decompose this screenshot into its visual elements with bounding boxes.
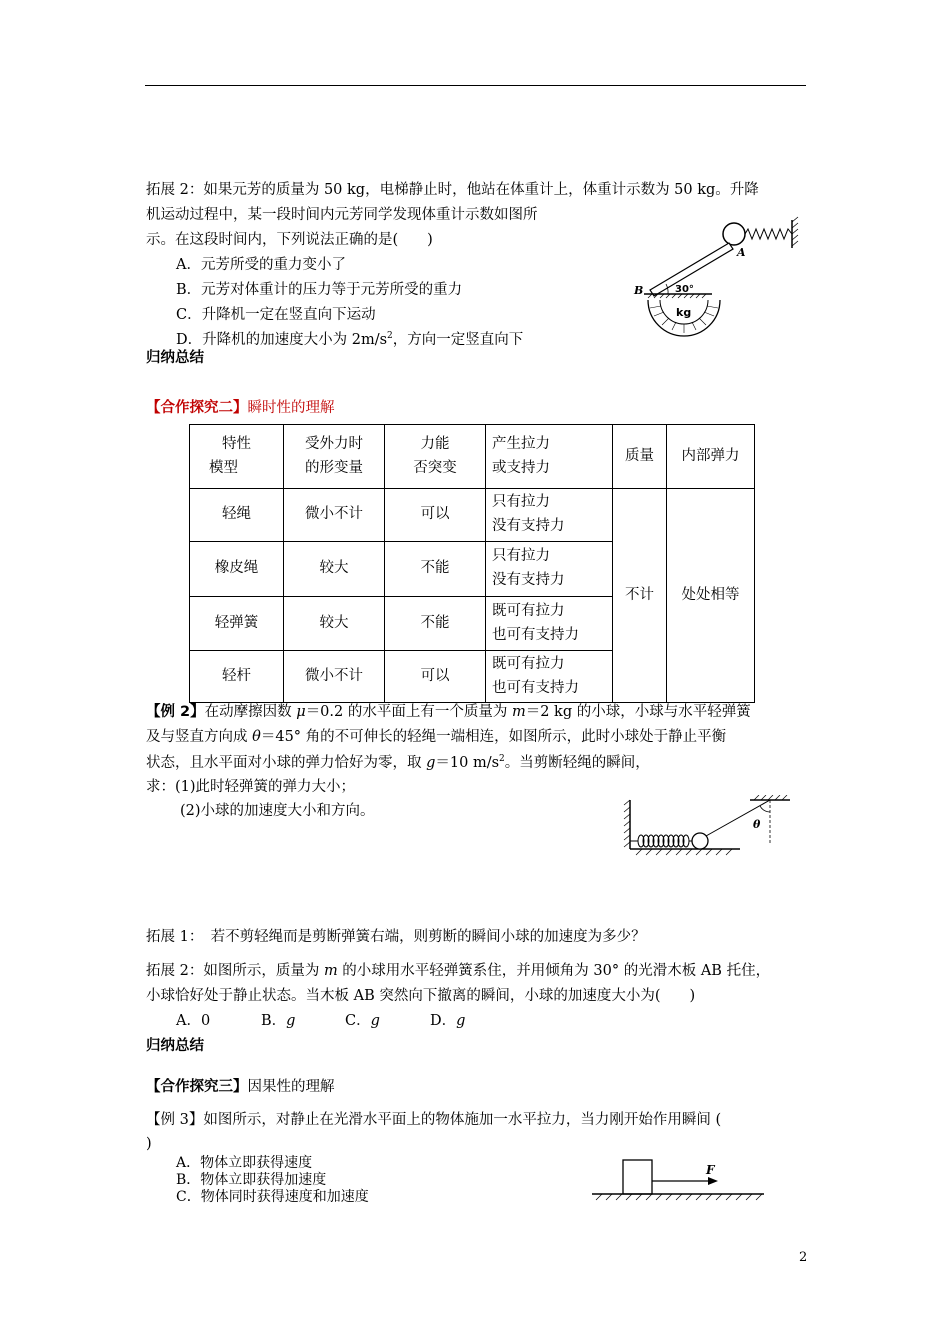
figure-block-force [588, 1156, 768, 1204]
cell-force: 既可有拉力 也可有支持力 [486, 651, 613, 703]
ex2-line3: 状态，且水平面对小球的弹力恰好为零，取 g＝10 $m/s^2$。当剪断轻绳的瞬间， [146, 754, 650, 771]
label-b: B [634, 284, 644, 297]
coop3-heading: 【合作探究三】因果性的理解 [146, 1079, 335, 1095]
header-force: 产生拉力 或支持力 [486, 425, 613, 489]
header-mass: 质量 [613, 425, 667, 489]
table-row [190, 489, 755, 542]
cell-deform: 较大 [284, 597, 385, 651]
label-theta: θ [753, 818, 761, 831]
header-elastic: 内部弹力 [667, 425, 755, 489]
summary-heading-2: 归纳总结 [146, 1038, 204, 1054]
label-kg: kg [676, 306, 692, 319]
cell-model: 轻绳 [190, 489, 284, 542]
cell-elastic: 处处相等 [667, 489, 755, 703]
ex2-question-1: 求：(1)此时轻弹簧的弹力大小； [146, 779, 356, 795]
ext2a-line2: 机运动过程中，某一段时间内元芳同学发现体重计示数如图所 [146, 207, 538, 223]
figure-rod-spring-scale [620, 212, 800, 337]
ext2a-option-b: B．元芳对体重计的压力等于元芳所受的重力 [176, 282, 463, 298]
page-number: 2 [799, 1250, 808, 1265]
cell-deform: 较大 [284, 542, 385, 597]
header-sudden: 力能 否突变 [385, 425, 486, 489]
cell-deform: 微小不计 [284, 651, 385, 703]
ext2b-line1: 拓展 2：如图所示，质量为 m 的小球用水平轻弹簧系住，并用倾角为 30° 的光滑木板 AB 托住， [146, 963, 771, 979]
coop2-heading: 【合作探究二】瞬时性的理解 [146, 400, 335, 416]
ext2b-option-c: C．g [345, 1013, 380, 1029]
cell-model: 橡皮绳 [190, 542, 284, 597]
ext2b-option-a: A．0 [176, 1013, 211, 1029]
properties-table [189, 424, 755, 703]
header-char-model: 特性 模型 [190, 425, 284, 489]
ex3-option-b: B．物体立即获得加速度 [176, 1172, 327, 1188]
summary-heading-1: 归纳总结 [146, 350, 204, 366]
ex3-line2: ) [146, 1136, 152, 1152]
cell-force: 只有拉力 没有支持力 [486, 489, 613, 542]
cell-sudden: 可以 [385, 651, 486, 703]
ext2a-option-a: A．元芳所受的重力变小了 [176, 257, 346, 273]
label-force: F [706, 1163, 715, 1177]
cell-force: 既可有拉力 也可有支持力 [486, 597, 613, 651]
cell-model: 轻弹簧 [190, 597, 284, 651]
cell-force: 只有拉力 没有支持力 [486, 542, 613, 597]
ext2b-option-d: D．g [430, 1013, 466, 1029]
ext2b-line2: 小球恰好处于静止状态。当木板 AB 突然向下撤离的瞬间，小球的加速度大小为( ) [146, 988, 696, 1004]
ex3-option-a: A．物体立即获得速度 [176, 1155, 313, 1171]
ext2b-option-b: B．g [261, 1013, 296, 1029]
ext2a-line3: 示。在这段时间内，下列说法正确的是( ) [146, 232, 433, 248]
table-header-row [190, 425, 755, 489]
ext2a-option-c: C．升降机一定在竖直向下运动 [176, 307, 376, 323]
header-deform: 受外力时 的形变量 [284, 425, 385, 489]
ex3-option-c: C．物体同时获得速度和加速度 [176, 1189, 369, 1205]
label-a: A [737, 246, 746, 259]
ext2a-option-d: D．升降机的加速度大小为 $2m/s^2$，方向一定竖直向下 [176, 331, 524, 348]
cell-sudden: 可以 [385, 489, 486, 542]
cell-sudden: 不能 [385, 597, 486, 651]
figure-ball-spring-rope [620, 795, 795, 857]
cell-mass: 不计 [613, 489, 667, 703]
ex2-line2: 及与竖直方向成 θ＝45° 角的不可伸长的轻绳一端相连，如图所示，此时小球处于静止平衡 [146, 729, 727, 745]
ext2a-line1: 拓展 2：如果元芳的质量为 50 kg，电梯静止时，他站在体重计上，体重计示数为 50 kg。升降 [146, 182, 759, 198]
cell-deform: 微小不计 [284, 489, 385, 542]
ext1-text: 拓展 1： 若不剪轻绳而是剪断弹簧右端，则剪断的瞬间小球的加速度为多少？ [146, 929, 646, 945]
cell-sudden: 不能 [385, 542, 486, 597]
label-angle: 30° [675, 284, 694, 295]
ex2-line1: 【例 2】在动摩擦因数 μ＝0.2 的水平面上有一个质量为 m＝2 kg 的小球，小球与水平轻弹簧 [146, 704, 751, 720]
header-rule [145, 85, 806, 86]
cell-model: 轻杆 [190, 651, 284, 703]
ex3-line1: 【例 3】如图所示，对静止在光滑水平面上的物体施加一水平拉力，当力刚开始作用瞬间 ( [146, 1112, 722, 1128]
ex2-question-2: (2)小球的加速度大小和方向。 [180, 803, 375, 819]
